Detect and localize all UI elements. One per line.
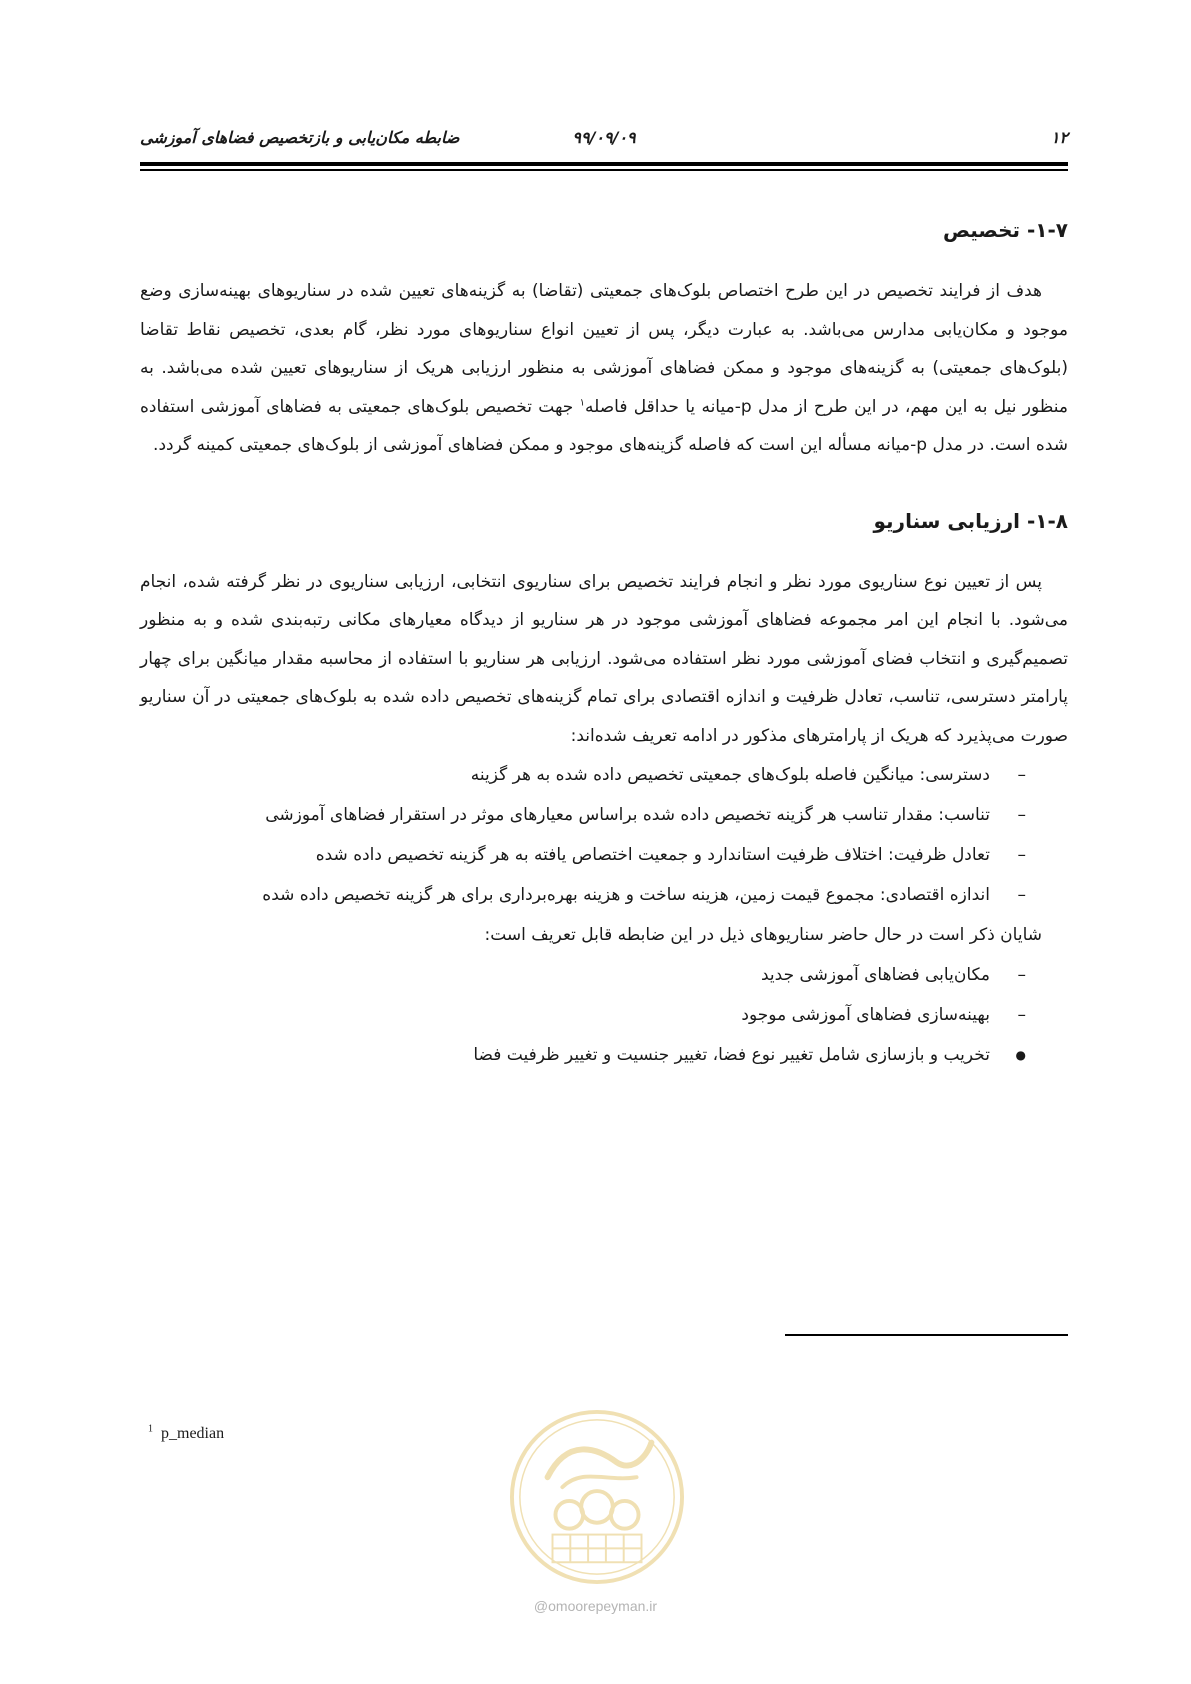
- page-number: ۱۲: [1050, 128, 1068, 147]
- section-paragraph-allocation: [140, 272, 1068, 465]
- section-heading-evaluation: ۱-۸- ارزیابی سناریو: [873, 508, 1068, 533]
- paragraph-text: هدف از فرایند تخصیص در این طرح اختصاص بلوک‌های جمعیتی (تقاضا) به گزینه‌های تعیین شده در سناریوهای بهینه‌سازی وضع موجود و مکان‌یابی مدارس می‌باشد. به عبارت دیگر، پس از تعیین انواع سناریوهای مورد نظر، گام بعدی، تخصیص نقاط تقاضا (بلوک‌های جمعیتی) به گزینه‌های موجود و ممکن فضاهای آموزشی به منظور ارزیابی هریک از سناریوهای تعیین شده می‌باشد. به منظور نیل به این مهم، در این طرح از مدل p-میانه یا حداقل فاصله: [140, 281, 1068, 417]
- footnote-text: p_median: [161, 1425, 225, 1442]
- list-item: – بهینه‌سازی فضاهای آموزشی موجود: [140, 995, 1068, 1035]
- sub-scenario-list: [140, 1035, 1068, 1075]
- header-date: ۹۹/۰۹/۰۹: [572, 128, 636, 147]
- footnote-number: 1: [148, 1423, 153, 1435]
- watermark-seal-icon: [508, 1408, 686, 1586]
- page-header: [140, 128, 1068, 154]
- list-item: – دسترسی: میانگین فاصله بلوک‌های جمعیتی تخصیص داده شده به هر گزینه: [140, 755, 1068, 795]
- scenario-note: شایان ذکر است در حال حاضر سناریوهای ذیل در این ضابطه قابل تعریف است:: [484, 925, 1042, 945]
- section-heading-allocation: ۱-۷- تخصیص: [942, 218, 1068, 242]
- parameter-list: [140, 755, 1068, 915]
- list-item: – مکان‌یابی فضاهای آموزشی جدید: [140, 955, 1068, 995]
- list-item: – اندازه اقتصادی: مجموع قیمت زمین، هزینه ساخت و هزینه بهره‌برداری برای هر گزینه تخصیص داده شده: [140, 875, 1068, 915]
- header-title: ضابطه مکان‌یابی و بازتخصیص فضاهای آموزشی: [140, 128, 460, 147]
- section-paragraph-evaluation: پس از تعیین نوع سناریوی مورد نظر و انجام فرایند تخصیص برای سناریوی انتخابی، ارزیابی سناریوی در نظر گرفته شده، انجام می‌شود. با انجام این امر مجموعه فضاهای آموزشی موجود در هر سناریو از دیدگاه معیارهای مکانی رتبه‌بندی شده و به منظور تصمیم‌گیری و انتخاب فضای آموزشی مورد نظر استفاده می‌شود. ارزیابی هر سناریو با استفاده از محاسبه مقدار میانگین برای چهار پارامتر دسترسی، تناسب، تعادل ظرفیت و اندازه اقتصادی برای تمام گزینه‌های تخصیص داده شده به بلوک‌های جمعیتی در آن سناریو صورت می‌پذیرد که هریک از پارامترهای مذکور در ادامه تعریف شده‌اند:: [140, 571, 1068, 746]
- watermark-site: @omoorepeyman.ir: [533, 1598, 658, 1614]
- footnote-separator: [785, 1334, 1068, 1336]
- paragraph-text: جهت تخصیص بلوک‌های جمعیتی به فضاهای آموزشی استفاده شده است. در مدل p-میانه مسأله این است که فاصله گزینه‌های موجود و ممکن فضاهای آموزشی از بلوک‌های جمعیتی کمینه گردد.: [140, 396, 1068, 455]
- footnote: [148, 1425, 224, 1443]
- list-item: – تناسب: مقدار تناسب هر گزینه تخصیص داده شده براساس معیارهای موثر در استقرار فضاهای آموزشی: [140, 795, 1068, 835]
- scenario-list: [140, 955, 1068, 1035]
- list-item: ● تخریب و بازسازی شامل تغییر نوع فضا، تغییر جنسیت و تغییر ظرفیت فضا: [140, 1035, 1068, 1075]
- header-rule-thick: [140, 162, 1068, 166]
- header-rule-thin: [140, 169, 1068, 171]
- list-item: – تعادل ظرفیت: اختلاف ظرفیت استاندارد و جمعیت اختصاص یافته به هر گزینه تخصیص داده شده: [140, 835, 1068, 875]
- footnote-reference[interactable]: ۱: [579, 396, 585, 408]
- page-content: [140, 214, 1068, 1075]
